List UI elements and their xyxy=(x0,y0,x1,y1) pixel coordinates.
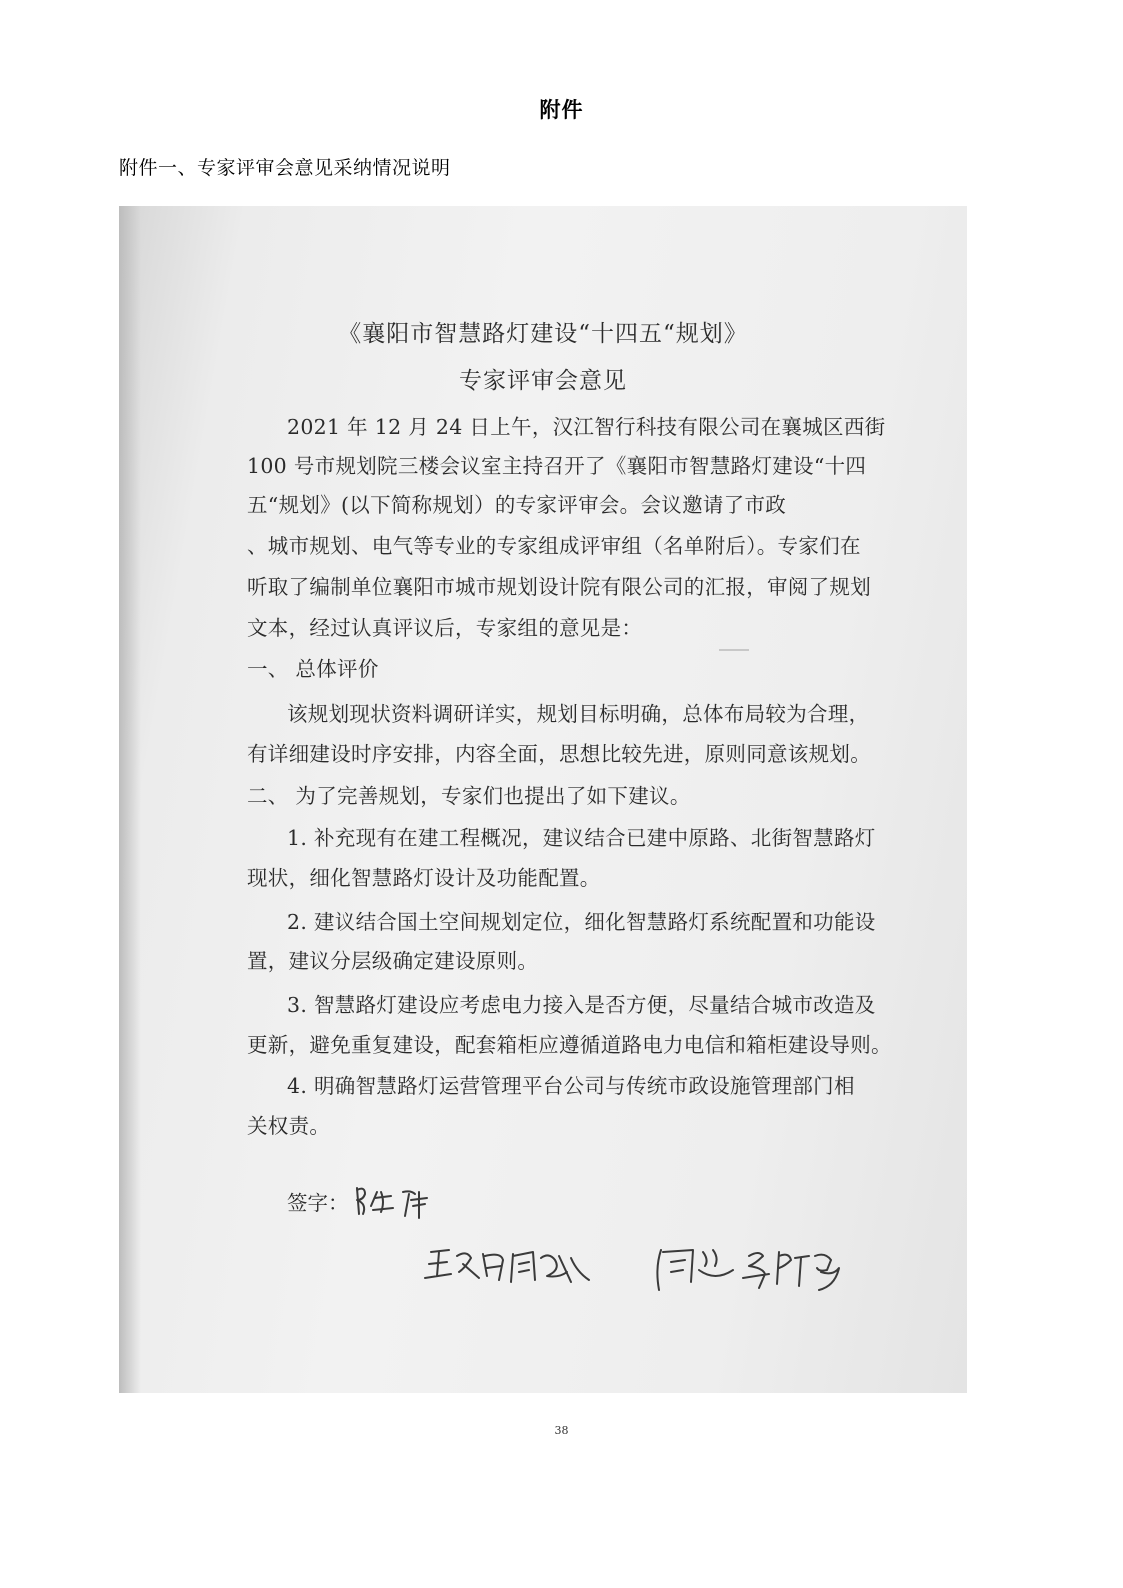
signature-5 xyxy=(743,1252,839,1290)
body-line: 文本，经过认真评议后，专家组的意见是： xyxy=(247,616,643,640)
handwritten-signatures xyxy=(119,206,967,1393)
body-line: 置，建议分层级确定建设原则。 xyxy=(247,949,539,973)
body-line: 该规划现状资料调研详实，规划目标明确，总体布局较为合理， xyxy=(287,702,870,726)
scanned-document-image xyxy=(119,206,967,1393)
body-line: 听取了编制单位襄阳市城市规划设计院有限公司的汇报，审阅了规划 xyxy=(247,575,871,599)
body-line: 、城市规划、电气等专业的专家组成评审组（名单附后）。专家们在 xyxy=(247,534,861,558)
body-line: 3. 智慧路灯建设应考虑电力接入是否方便，尽量结合城市改造及 xyxy=(287,993,876,1017)
document-title: 《襄阳市智慧路灯建设“十四五“规划》 xyxy=(338,321,748,347)
body-line: 2. 建议结合国土空间规划定位，细化智慧路灯系统配置和功能设 xyxy=(287,910,876,934)
scanned-document-content xyxy=(119,206,967,1393)
page-heading: 附件 xyxy=(539,98,584,122)
signature-1 xyxy=(357,1188,427,1218)
body-line: 2021 年 12 月 24 日上午，汉江智行科技有限公司在襄城区西街 xyxy=(287,415,886,439)
page-number: 38 xyxy=(554,1424,569,1437)
body-line: 更新，避免重复建设，配套箱柜应遵循道路电力电信和箱柜建设导则。 xyxy=(247,1033,892,1057)
body-line: 有详细建设时序安排，内容全面，思想比较先进，原则同意该规划。 xyxy=(247,742,871,766)
signature-2 xyxy=(425,1250,503,1280)
section-heading-line: 一、 总体评价 xyxy=(247,657,379,681)
body-line: 1. 补充现有在建工程概况，建议结合已建中原路、北街智慧路灯 xyxy=(287,826,876,850)
body-line: 4. 明确智慧路灯运营管理平台公司与传统市政设施管理部门相 xyxy=(287,1074,855,1098)
body-line: 100 号市规划院三楼会议室主持召开了《襄阳市智慧路灯建设“十四 xyxy=(247,454,867,478)
body-line: 现状，细化智慧路灯设计及功能配置。 xyxy=(247,866,601,890)
body-line: 五“规划》(以下简称规划）的专家评审会。会议邀请了市政 xyxy=(247,493,787,517)
section-heading-line: 二、 为了完善规划，专家们也提出了如下建议。 xyxy=(247,784,691,808)
signature-3 xyxy=(511,1252,589,1282)
document-subtitle: 专家评审会意见 xyxy=(459,368,627,394)
signature-4 xyxy=(657,1250,733,1290)
signature-label: 签字： xyxy=(287,1191,349,1215)
section-caption: 附件一、专家评审会意见采纳情况说明 xyxy=(119,157,451,179)
body-line: 关权责。 xyxy=(247,1114,331,1138)
